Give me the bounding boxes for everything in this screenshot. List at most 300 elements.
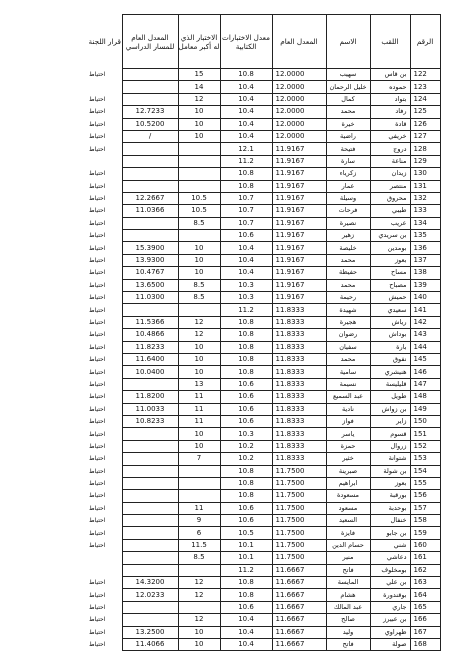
cell-first-name: فاتح	[326, 564, 370, 576]
cell-first-name: سهيب	[326, 69, 370, 81]
cell-exam-coef: 11	[178, 415, 220, 427]
cell-written-avg: 10.1	[220, 539, 272, 551]
cell-number: 153	[410, 453, 440, 465]
cell-gpa: 13.2500	[122, 626, 178, 638]
cell-decision: احتياط	[89, 207, 106, 215]
cell-last-name: مصباح	[370, 279, 410, 291]
cell-decision: احتياط	[89, 467, 106, 475]
cell-gpa: 10.4866	[122, 329, 178, 341]
cell-exam-coef	[178, 230, 220, 242]
cell-exam-coef: 10	[178, 366, 220, 378]
cell-decision: احتياط	[89, 405, 106, 413]
cell-decision: احتياط	[89, 343, 106, 351]
cell-first-name: حفيظة	[326, 267, 370, 279]
cell-general-avg: 11.8333	[272, 378, 326, 390]
cell-exam-coef: 6	[178, 527, 220, 539]
cell-last-name: قليليسة	[370, 378, 410, 390]
cell-written-avg: 10.8	[220, 168, 272, 180]
cell-exam-coef	[178, 143, 220, 155]
cell-last-name: زيدان	[370, 168, 410, 180]
cell-number: 163	[410, 577, 440, 589]
cell-decision: احتياط	[89, 306, 106, 314]
cell-general-avg: 11.9167	[272, 267, 326, 279]
cell-number: 157	[410, 502, 440, 514]
table-row	[88, 378, 440, 390]
cell-general-avg: 11.9167	[272, 168, 326, 180]
cell-last-name: محروق	[370, 192, 410, 204]
cell-gpa	[122, 515, 178, 527]
cell-number: 132	[410, 192, 440, 204]
cell-written-avg: 11.2	[220, 155, 272, 167]
cell-gpa	[122, 378, 178, 390]
cell-number: 129	[410, 155, 440, 167]
cell-exam-coef: 7	[178, 453, 220, 465]
cell-number: 126	[410, 118, 440, 130]
cell-exam-coef: 8.5	[178, 552, 220, 564]
cell-decision: احتياط	[89, 430, 106, 438]
cell-general-avg: 11.6667	[272, 564, 326, 576]
cell-decision: احتياط	[89, 182, 106, 190]
cell-last-name: بومدين	[370, 242, 410, 254]
cell-number: 161	[410, 552, 440, 564]
cell-exam-coef: 10.5	[178, 205, 220, 217]
cell-number: 148	[410, 391, 440, 403]
cell-gpa: 15.3900	[122, 242, 178, 254]
cell-written-avg: 10.8	[220, 341, 272, 353]
cell-first-name: راضية	[326, 130, 370, 142]
cell-general-avg: 11.8333	[272, 329, 326, 341]
table-row	[88, 515, 440, 527]
table-row	[88, 626, 440, 638]
cell-last-name: شتوانة	[370, 453, 410, 465]
cell-last-name: مناعة	[370, 155, 410, 167]
cell-written-avg: 10.8	[220, 477, 272, 489]
cell-decision	[88, 155, 122, 167]
cell-general-avg: 11.6667	[272, 638, 326, 650]
cell-number: 145	[410, 353, 440, 365]
cell-first-name: فتيحة	[326, 143, 370, 155]
cell-exam-coef	[178, 601, 220, 613]
cell-exam-coef: 10	[178, 440, 220, 452]
table-row	[88, 292, 440, 304]
cell-general-avg: 11.6667	[272, 601, 326, 613]
cell-last-name: بارة	[370, 341, 410, 353]
cell-first-name: رحيمة	[326, 292, 370, 304]
cell-first-name: مسعود	[326, 502, 370, 514]
cell-first-name: منير	[326, 552, 370, 564]
cell-exam-coef: 15	[178, 69, 220, 81]
header-last-name: اللقب	[370, 15, 410, 69]
table-row	[88, 614, 440, 626]
cell-exam-coef: 11	[178, 502, 220, 514]
cell-decision: احتياط	[89, 145, 106, 153]
cell-general-avg: 11.9167	[272, 217, 326, 229]
cell-gpa	[122, 180, 178, 192]
cell-written-avg: 10.8	[220, 577, 272, 589]
cell-first-name: فايزة	[326, 527, 370, 539]
cell-gpa: 13.6500	[122, 279, 178, 291]
table-row	[88, 601, 440, 613]
table-row	[88, 192, 440, 204]
cell-general-avg: 12.0000	[272, 106, 326, 118]
cell-general-avg: 11.8333	[272, 316, 326, 328]
cell-first-name: حسام الدين	[326, 539, 370, 551]
cell-last-name: دروج	[370, 143, 410, 155]
cell-exam-coef: 12	[178, 316, 220, 328]
cell-exam-coef: 14	[178, 81, 220, 93]
cell-exam-coef: 10	[178, 267, 220, 279]
cell-general-avg: 11.8333	[272, 428, 326, 440]
table-body	[88, 69, 440, 651]
table-row	[88, 69, 440, 81]
cell-written-avg: 10.4	[220, 106, 272, 118]
cell-written-avg: 10.4	[220, 267, 272, 279]
cell-number: 151	[410, 428, 440, 440]
cell-gpa: 11.6400	[122, 353, 178, 365]
cell-exam-coef: 12	[178, 577, 220, 589]
cell-gpa	[122, 217, 178, 229]
cell-first-name: محمد	[326, 279, 370, 291]
cell-gpa	[122, 155, 178, 167]
cell-exam-coef: 10	[178, 130, 220, 142]
header-number: الرقم	[410, 15, 440, 69]
cell-gpa	[122, 230, 178, 242]
table-row	[88, 155, 440, 167]
cell-gpa: 14.3200	[122, 577, 178, 589]
cell-gpa	[122, 477, 178, 489]
cell-exam-coef: 10	[178, 254, 220, 266]
cell-first-name: سفيان	[326, 341, 370, 353]
cell-written-avg: 11.2	[220, 304, 272, 316]
cell-number: 137	[410, 254, 440, 266]
cell-last-name: نفوق	[370, 353, 410, 365]
cell-number: 156	[410, 490, 440, 502]
cell-first-name: هجيرة	[326, 316, 370, 328]
cell-exam-coef: 12	[178, 614, 220, 626]
table-row	[88, 118, 440, 130]
cell-gpa: 10.5200	[122, 118, 178, 130]
cell-written-avg: 10.5	[220, 527, 272, 539]
cell-first-name: نادية	[326, 403, 370, 415]
cell-number: 162	[410, 564, 440, 576]
cell-general-avg: 11.9167	[272, 192, 326, 204]
cell-written-avg: 10.3	[220, 292, 272, 304]
table-row	[88, 589, 440, 601]
cell-decision: احتياط	[89, 455, 106, 463]
cell-number: 168	[410, 638, 440, 650]
cell-last-name: حميش	[370, 292, 410, 304]
cell-written-avg: 10.1	[220, 552, 272, 564]
cell-first-name: رضوان	[326, 329, 370, 341]
cell-first-name: ابراهيم	[326, 477, 370, 489]
cell-number: 133	[410, 205, 440, 217]
cell-general-avg: 11.8333	[272, 341, 326, 353]
cell-last-name: بن سريدي	[370, 230, 410, 242]
cell-gpa	[122, 69, 178, 81]
cell-written-avg: 10.8	[220, 490, 272, 502]
cell-exam-coef: 8.5	[178, 217, 220, 229]
cell-exam-coef: 13	[178, 378, 220, 390]
table-row	[88, 539, 440, 551]
cell-number: 164	[410, 589, 440, 601]
cell-general-avg: 11.6667	[272, 589, 326, 601]
cell-general-avg: 11.7500	[272, 552, 326, 564]
cell-first-name: محمد	[326, 254, 370, 266]
cell-written-avg: 10.6	[220, 502, 272, 514]
cell-number: 165	[410, 601, 440, 613]
cell-general-avg: 11.8333	[272, 366, 326, 378]
cell-general-avg: 11.7500	[272, 539, 326, 551]
cell-decision: احتياط	[89, 232, 106, 240]
cell-gpa	[122, 81, 178, 93]
table-row	[88, 143, 440, 155]
table-row	[88, 490, 440, 502]
cell-decision: احتياط	[89, 492, 106, 500]
cell-first-name: فرحات	[326, 205, 370, 217]
table-row	[88, 205, 440, 217]
cell-first-name: المايسة	[326, 577, 370, 589]
cell-last-name: دعاشي	[370, 552, 410, 564]
cell-written-avg: 10.4	[220, 614, 272, 626]
cell-first-name: كمال	[326, 93, 370, 105]
cell-written-avg: 10.4	[220, 638, 272, 650]
cell-written-avg: 10.3	[220, 279, 272, 291]
cell-first-name: عبد المالك	[326, 601, 370, 613]
cell-gpa: 12.7233	[122, 106, 178, 118]
cell-number: 141	[410, 304, 440, 316]
table-row	[88, 453, 440, 465]
cell-exam-coef	[178, 304, 220, 316]
cell-last-name: بن شولة	[370, 465, 410, 477]
cell-general-avg: 12.0000	[272, 69, 326, 81]
cell-decision: احتياط	[89, 95, 106, 103]
table-row	[88, 502, 440, 514]
cell-written-avg: 10.4	[220, 242, 272, 254]
cell-written-avg: 10.4	[220, 626, 272, 638]
cell-written-avg: 10.8	[220, 366, 272, 378]
cell-number: 152	[410, 440, 440, 452]
cell-decision: احتياط	[89, 331, 106, 339]
table-row	[88, 242, 440, 254]
cell-decision: احتياط	[89, 418, 106, 426]
cell-last-name: بن قاس	[370, 69, 410, 81]
cell-written-avg: 10.8	[220, 353, 272, 365]
cell-last-name: قسوم	[370, 428, 410, 440]
cell-last-name: بن جابو	[370, 527, 410, 539]
cell-number: 128	[410, 143, 440, 155]
table-row	[88, 130, 440, 142]
cell-written-avg: 12.1	[220, 143, 272, 155]
header-first-name: الاسم	[326, 15, 370, 69]
cell-decision: احتياط	[89, 195, 106, 203]
cell-gpa	[122, 527, 178, 539]
cell-decision: احتياط	[89, 368, 106, 376]
cell-exam-coef: 12	[178, 589, 220, 601]
table-row	[88, 577, 440, 589]
cell-gpa: 11.0366	[122, 205, 178, 217]
cell-last-name: قادة	[370, 118, 410, 130]
cell-number: 131	[410, 180, 440, 192]
cell-first-name: سامية	[326, 366, 370, 378]
cell-general-avg: 12.0000	[272, 130, 326, 142]
cell-first-name: ياسر	[326, 428, 370, 440]
cell-exam-coef	[178, 168, 220, 180]
cell-written-avg: 10.4	[220, 130, 272, 142]
cell-exam-coef	[178, 490, 220, 502]
cell-decision	[88, 552, 122, 564]
cell-last-name: شني	[370, 539, 410, 551]
cell-decision: احتياط	[89, 380, 106, 388]
cell-last-name: ظهراوي	[370, 626, 410, 638]
cell-general-avg: 12.0000	[272, 93, 326, 105]
results-sheet	[88, 14, 440, 651]
cell-general-avg: 11.8333	[272, 415, 326, 427]
cell-last-name: طويل	[370, 391, 410, 403]
table-row	[88, 217, 440, 229]
cell-number: 122	[410, 69, 440, 81]
cell-exam-coef	[178, 477, 220, 489]
cell-exam-coef: 10	[178, 428, 220, 440]
cell-first-name: زكرياء	[326, 168, 370, 180]
cell-first-name: فاتح	[326, 638, 370, 650]
cell-exam-coef	[178, 155, 220, 167]
cell-general-avg: 11.9167	[272, 205, 326, 217]
cell-last-name: بن علي	[370, 577, 410, 589]
cell-number: 144	[410, 341, 440, 353]
cell-exam-coef: 8.5	[178, 279, 220, 291]
cell-decision: احتياط	[89, 591, 106, 599]
cell-exam-coef: 10	[178, 106, 220, 118]
cell-first-name: زهير	[326, 230, 370, 242]
table-row	[88, 638, 440, 650]
cell-first-name: محمد	[326, 106, 370, 118]
cell-decision: احتياط	[89, 641, 106, 649]
cell-general-avg: 11.7500	[272, 477, 326, 489]
cell-decision: احتياط	[89, 517, 106, 525]
cell-first-name: شهيدة	[326, 304, 370, 316]
cell-exam-coef	[178, 180, 220, 192]
cell-first-name: سارة	[326, 155, 370, 167]
table-row	[88, 353, 440, 365]
cell-general-avg: 11.9167	[272, 180, 326, 192]
cell-gpa	[122, 502, 178, 514]
cell-written-avg: 10.8	[220, 465, 272, 477]
cell-gpa	[122, 453, 178, 465]
table-row	[88, 93, 440, 105]
cell-general-avg: 11.9167	[272, 292, 326, 304]
cell-written-avg: 10.4	[220, 118, 272, 130]
table-row	[88, 527, 440, 539]
cell-written-avg: 11.2	[220, 564, 272, 576]
cell-exam-coef: 10	[178, 626, 220, 638]
table-row	[88, 552, 440, 564]
table-row	[88, 329, 440, 341]
cell-first-name: حمزة	[326, 440, 370, 452]
cell-last-name: زروال	[370, 440, 410, 452]
cell-first-name: خليل الرحمان	[326, 81, 370, 93]
cell-decision: احتياط	[89, 319, 106, 326]
cell-decision: احتياط	[89, 71, 106, 79]
cell-last-name: بتواد	[370, 93, 410, 105]
cell-exam-coef: 10	[178, 118, 220, 130]
cell-last-name: بن عبيرز	[370, 614, 410, 626]
cell-gpa	[122, 93, 178, 105]
cell-decision: احتياط	[89, 294, 106, 302]
cell-written-avg: 10.2	[220, 453, 272, 465]
cell-decision: احتياط	[89, 579, 106, 587]
cell-exam-coef: 9	[178, 515, 220, 527]
cell-written-avg: 10.3	[220, 428, 272, 440]
cell-decision: احتياط	[89, 442, 106, 450]
cell-last-name: جاري	[370, 601, 410, 613]
cell-decision: احتياط	[89, 170, 106, 178]
cell-written-avg: 10.6	[220, 415, 272, 427]
cell-last-name: زاير	[370, 415, 410, 427]
cell-gpa: 11.0033	[122, 403, 178, 415]
cell-decision: احتياط	[89, 219, 106, 227]
cell-written-avg: 10.8	[220, 69, 272, 81]
cell-exam-coef: 11	[178, 403, 220, 415]
cell-last-name: مساح	[370, 267, 410, 279]
cell-first-name: فواز	[326, 415, 370, 427]
cell-general-avg: 12.0000	[272, 118, 326, 130]
cell-written-avg: 10.6	[220, 403, 272, 415]
cell-decision: احتياط	[89, 529, 106, 537]
cell-first-name: هشام	[326, 589, 370, 601]
cell-written-avg: 10.8	[220, 589, 272, 601]
cell-general-avg: 11.9167	[272, 242, 326, 254]
cell-number: 136	[410, 242, 440, 254]
cell-general-avg: 11.6667	[272, 577, 326, 589]
table-row	[88, 316, 440, 328]
cell-decision: احتياط	[89, 269, 106, 277]
cell-decision: احتياط	[89, 281, 106, 289]
table-row	[88, 366, 440, 378]
cell-general-avg: 11.8333	[272, 440, 326, 452]
cell-exam-coef: 10	[178, 341, 220, 353]
cell-gpa	[122, 440, 178, 452]
cell-number: 150	[410, 415, 440, 427]
cell-gpa: 10.4767	[122, 267, 178, 279]
cell-gpa	[122, 564, 178, 576]
cell-written-avg: 10.7	[220, 217, 272, 229]
cell-last-name: بوحدبة	[370, 502, 410, 514]
cell-number: 160	[410, 539, 440, 551]
cell-first-name: خثير	[326, 453, 370, 465]
table-row	[88, 428, 440, 440]
table-row	[88, 440, 440, 452]
cell-number: 147	[410, 378, 440, 390]
cell-gpa: 11.5366	[122, 316, 178, 328]
cell-general-avg: 11.8333	[272, 353, 326, 365]
cell-gpa	[122, 490, 178, 502]
cell-last-name: رياش	[370, 316, 410, 328]
cell-last-name: طيبي	[370, 205, 410, 217]
cell-exam-coef: 8.5	[178, 292, 220, 304]
cell-last-name: بومخلوف	[370, 564, 410, 576]
cell-number: 154	[410, 465, 440, 477]
cell-written-avg: 10.6	[220, 515, 272, 527]
table-row	[88, 465, 440, 477]
cell-general-avg: 11.9167	[272, 155, 326, 167]
cell-written-avg: 10.4	[220, 81, 272, 93]
cell-last-name: بوداش	[370, 329, 410, 341]
cell-decision: احتياط	[89, 120, 106, 128]
cell-general-avg: 11.9167	[272, 230, 326, 242]
cell-gpa	[122, 614, 178, 626]
cell-general-avg: 11.9167	[272, 279, 326, 291]
table-row	[88, 180, 440, 192]
